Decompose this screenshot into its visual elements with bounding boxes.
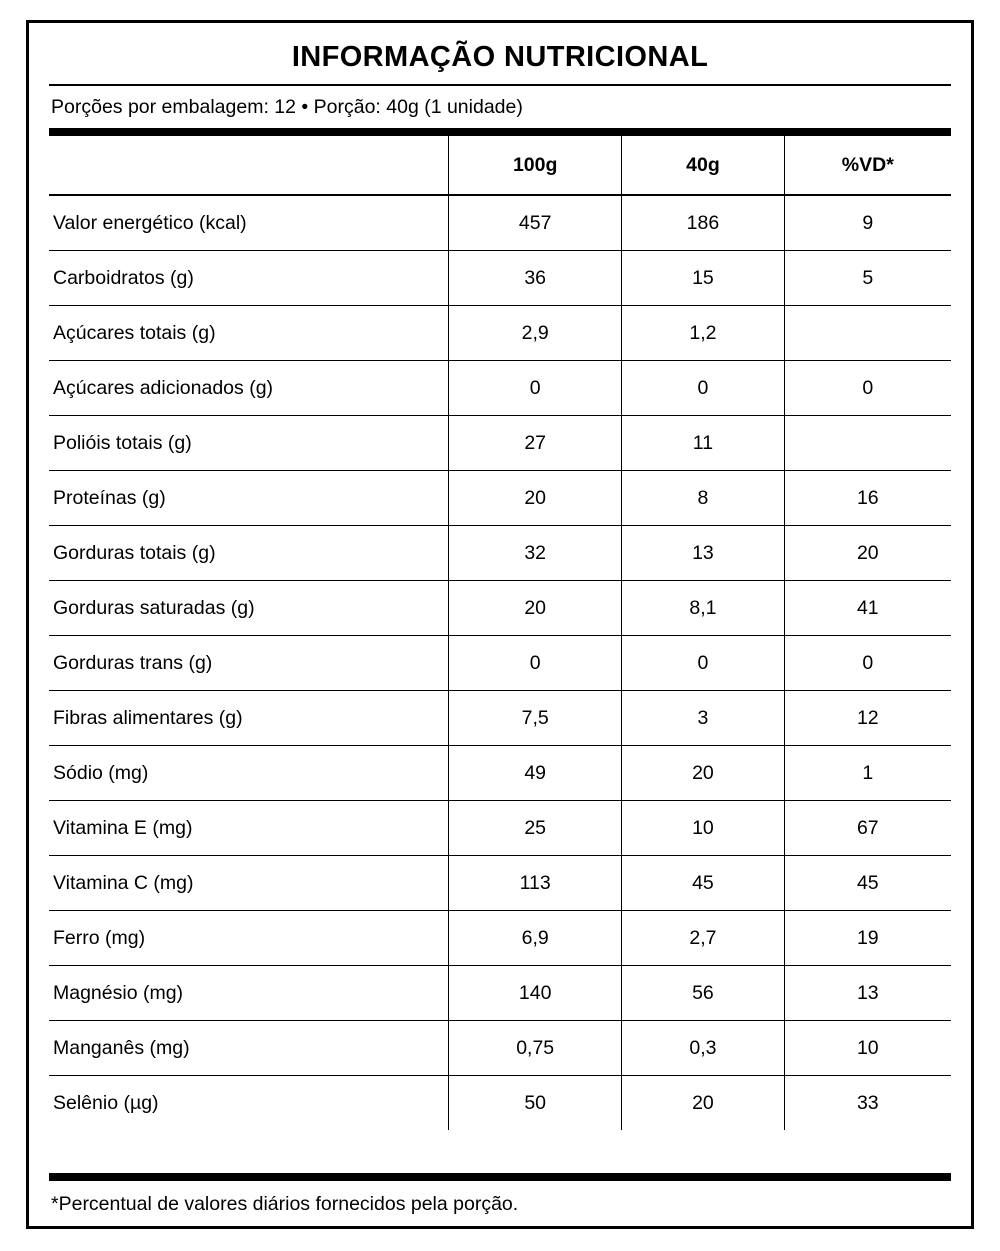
nutrient-value-vd: 0 xyxy=(784,636,951,691)
nutrient-value-100g: 36 xyxy=(449,251,622,306)
table-row xyxy=(49,581,951,636)
nutrient-value-100g: 113 xyxy=(449,856,622,911)
nutrient-value-portion: 0 xyxy=(622,361,784,416)
nutrient-value-100g: 25 xyxy=(449,801,622,856)
nutrient-name: Valor energético (kcal) xyxy=(49,195,449,251)
nutrition-label xyxy=(26,20,974,1229)
nutrient-name: Ferro (mg) xyxy=(49,911,449,966)
table-row xyxy=(49,306,951,361)
nutrient-name: Fibras alimentares (g) xyxy=(49,691,449,746)
nutrient-value-vd: 5 xyxy=(784,251,951,306)
nutrient-name: Açúcares totais (g) xyxy=(49,306,449,361)
nutrient-value-portion: 0,3 xyxy=(622,1021,784,1076)
table-row xyxy=(49,1021,951,1076)
table-row xyxy=(49,856,951,911)
nutrient-value-vd xyxy=(784,306,951,361)
nutrient-value-100g: 457 xyxy=(449,195,622,251)
table-row xyxy=(49,636,951,691)
nutrient-value-portion: 1,2 xyxy=(622,306,784,361)
nutrient-value-100g: 140 xyxy=(449,966,622,1021)
nutrient-value-100g: 7,5 xyxy=(449,691,622,746)
servings-info: Porções por embalagem: 12 • Porção: 40g (1 unidade) xyxy=(49,86,951,136)
nutrient-value-portion: 13 xyxy=(622,526,784,581)
nutrient-name: Vitamina E (mg) xyxy=(49,801,449,856)
table-row xyxy=(49,746,951,801)
nutrient-name: Açúcares adicionados (g) xyxy=(49,361,449,416)
nutrient-value-100g: 49 xyxy=(449,746,622,801)
table-row xyxy=(49,801,951,856)
nutrient-name: Sódio (mg) xyxy=(49,746,449,801)
nutrient-value-portion: 3 xyxy=(622,691,784,746)
column-header-portion: 40g xyxy=(622,136,784,195)
column-header-nutrient xyxy=(49,136,449,195)
nutrient-value-100g: 32 xyxy=(449,526,622,581)
nutrient-name: Gorduras totais (g) xyxy=(49,526,449,581)
nutrient-value-vd: 10 xyxy=(784,1021,951,1076)
table-row xyxy=(49,1076,951,1131)
nutrient-value-100g: 50 xyxy=(449,1076,622,1131)
nutrient-value-vd: 45 xyxy=(784,856,951,911)
nutrient-value-portion: 45 xyxy=(622,856,784,911)
nutrient-value-portion: 186 xyxy=(622,195,784,251)
table-row xyxy=(49,966,951,1021)
nutrient-value-vd: 9 xyxy=(784,195,951,251)
nutrient-name: Gorduras saturadas (g) xyxy=(49,581,449,636)
nutrient-value-100g: 6,9 xyxy=(449,911,622,966)
nutrient-value-vd: 67 xyxy=(784,801,951,856)
nutrient-value-portion: 20 xyxy=(622,1076,784,1131)
nutrient-value-100g: 0 xyxy=(449,636,622,691)
table-row xyxy=(49,526,951,581)
nutrient-value-portion: 20 xyxy=(622,746,784,801)
nutrient-value-vd: 12 xyxy=(784,691,951,746)
table-row xyxy=(49,251,951,306)
nutrient-value-vd: 0 xyxy=(784,361,951,416)
nutrient-value-portion: 11 xyxy=(622,416,784,471)
table-row xyxy=(49,471,951,526)
nutrient-value-100g: 20 xyxy=(449,581,622,636)
table-header-row xyxy=(49,136,951,195)
page-title: INFORMAÇÃO NUTRICIONAL xyxy=(49,35,951,86)
nutrient-value-portion: 0 xyxy=(622,636,784,691)
nutrient-name: Polióis totais (g) xyxy=(49,416,449,471)
nutrient-value-100g: 2,9 xyxy=(449,306,622,361)
nutrient-value-portion: 56 xyxy=(622,966,784,1021)
nutrient-value-vd: 1 xyxy=(784,746,951,801)
nutrient-value-vd: 19 xyxy=(784,911,951,966)
nutrient-value-portion: 10 xyxy=(622,801,784,856)
footer-divider xyxy=(49,1173,951,1181)
column-header-vd: %VD* xyxy=(784,136,951,195)
nutrient-value-100g: 0,75 xyxy=(449,1021,622,1076)
nutrient-value-100g: 27 xyxy=(449,416,622,471)
nutrient-value-vd: 33 xyxy=(784,1076,951,1131)
table-row xyxy=(49,195,951,251)
table-row xyxy=(49,911,951,966)
nutrient-name: Carboidratos (g) xyxy=(49,251,449,306)
nutrient-name: Proteínas (g) xyxy=(49,471,449,526)
nutrient-value-portion: 15 xyxy=(622,251,784,306)
nutrient-value-vd xyxy=(784,416,951,471)
nutrient-name: Selênio (µg) xyxy=(53,1092,159,1114)
column-header-100g: 100g xyxy=(449,136,622,195)
table-spacer xyxy=(49,1130,951,1173)
nutrient-value-vd: 41 xyxy=(784,581,951,636)
nutrient-value-vd: 16 xyxy=(784,471,951,526)
nutrient-value-portion: 2,7 xyxy=(622,911,784,966)
nutrient-value-vd: 13 xyxy=(784,966,951,1021)
nutrient-value-portion: 8,1 xyxy=(622,581,784,636)
nutrient-value-vd: 20 xyxy=(784,526,951,581)
table-body xyxy=(49,195,951,1130)
nutrition-table xyxy=(49,136,951,1130)
nutrient-name: Manganês (mg) xyxy=(49,1021,449,1076)
table-head xyxy=(49,136,951,195)
nutrient-value-100g: 20 xyxy=(449,471,622,526)
table-row xyxy=(49,416,951,471)
nutrient-name: Gorduras trans (g) xyxy=(49,636,449,691)
nutrient-value-100g: 0 xyxy=(449,361,622,416)
nutrient-name: Vitamina C (mg) xyxy=(49,856,449,911)
table-row xyxy=(49,691,951,746)
footnote: *Percentual de valores diários fornecidos pela porção. xyxy=(51,1193,519,1215)
nutrient-name: Magnésio (mg) xyxy=(49,966,449,1021)
table-row xyxy=(49,361,951,416)
nutrient-value-portion: 8 xyxy=(622,471,784,526)
